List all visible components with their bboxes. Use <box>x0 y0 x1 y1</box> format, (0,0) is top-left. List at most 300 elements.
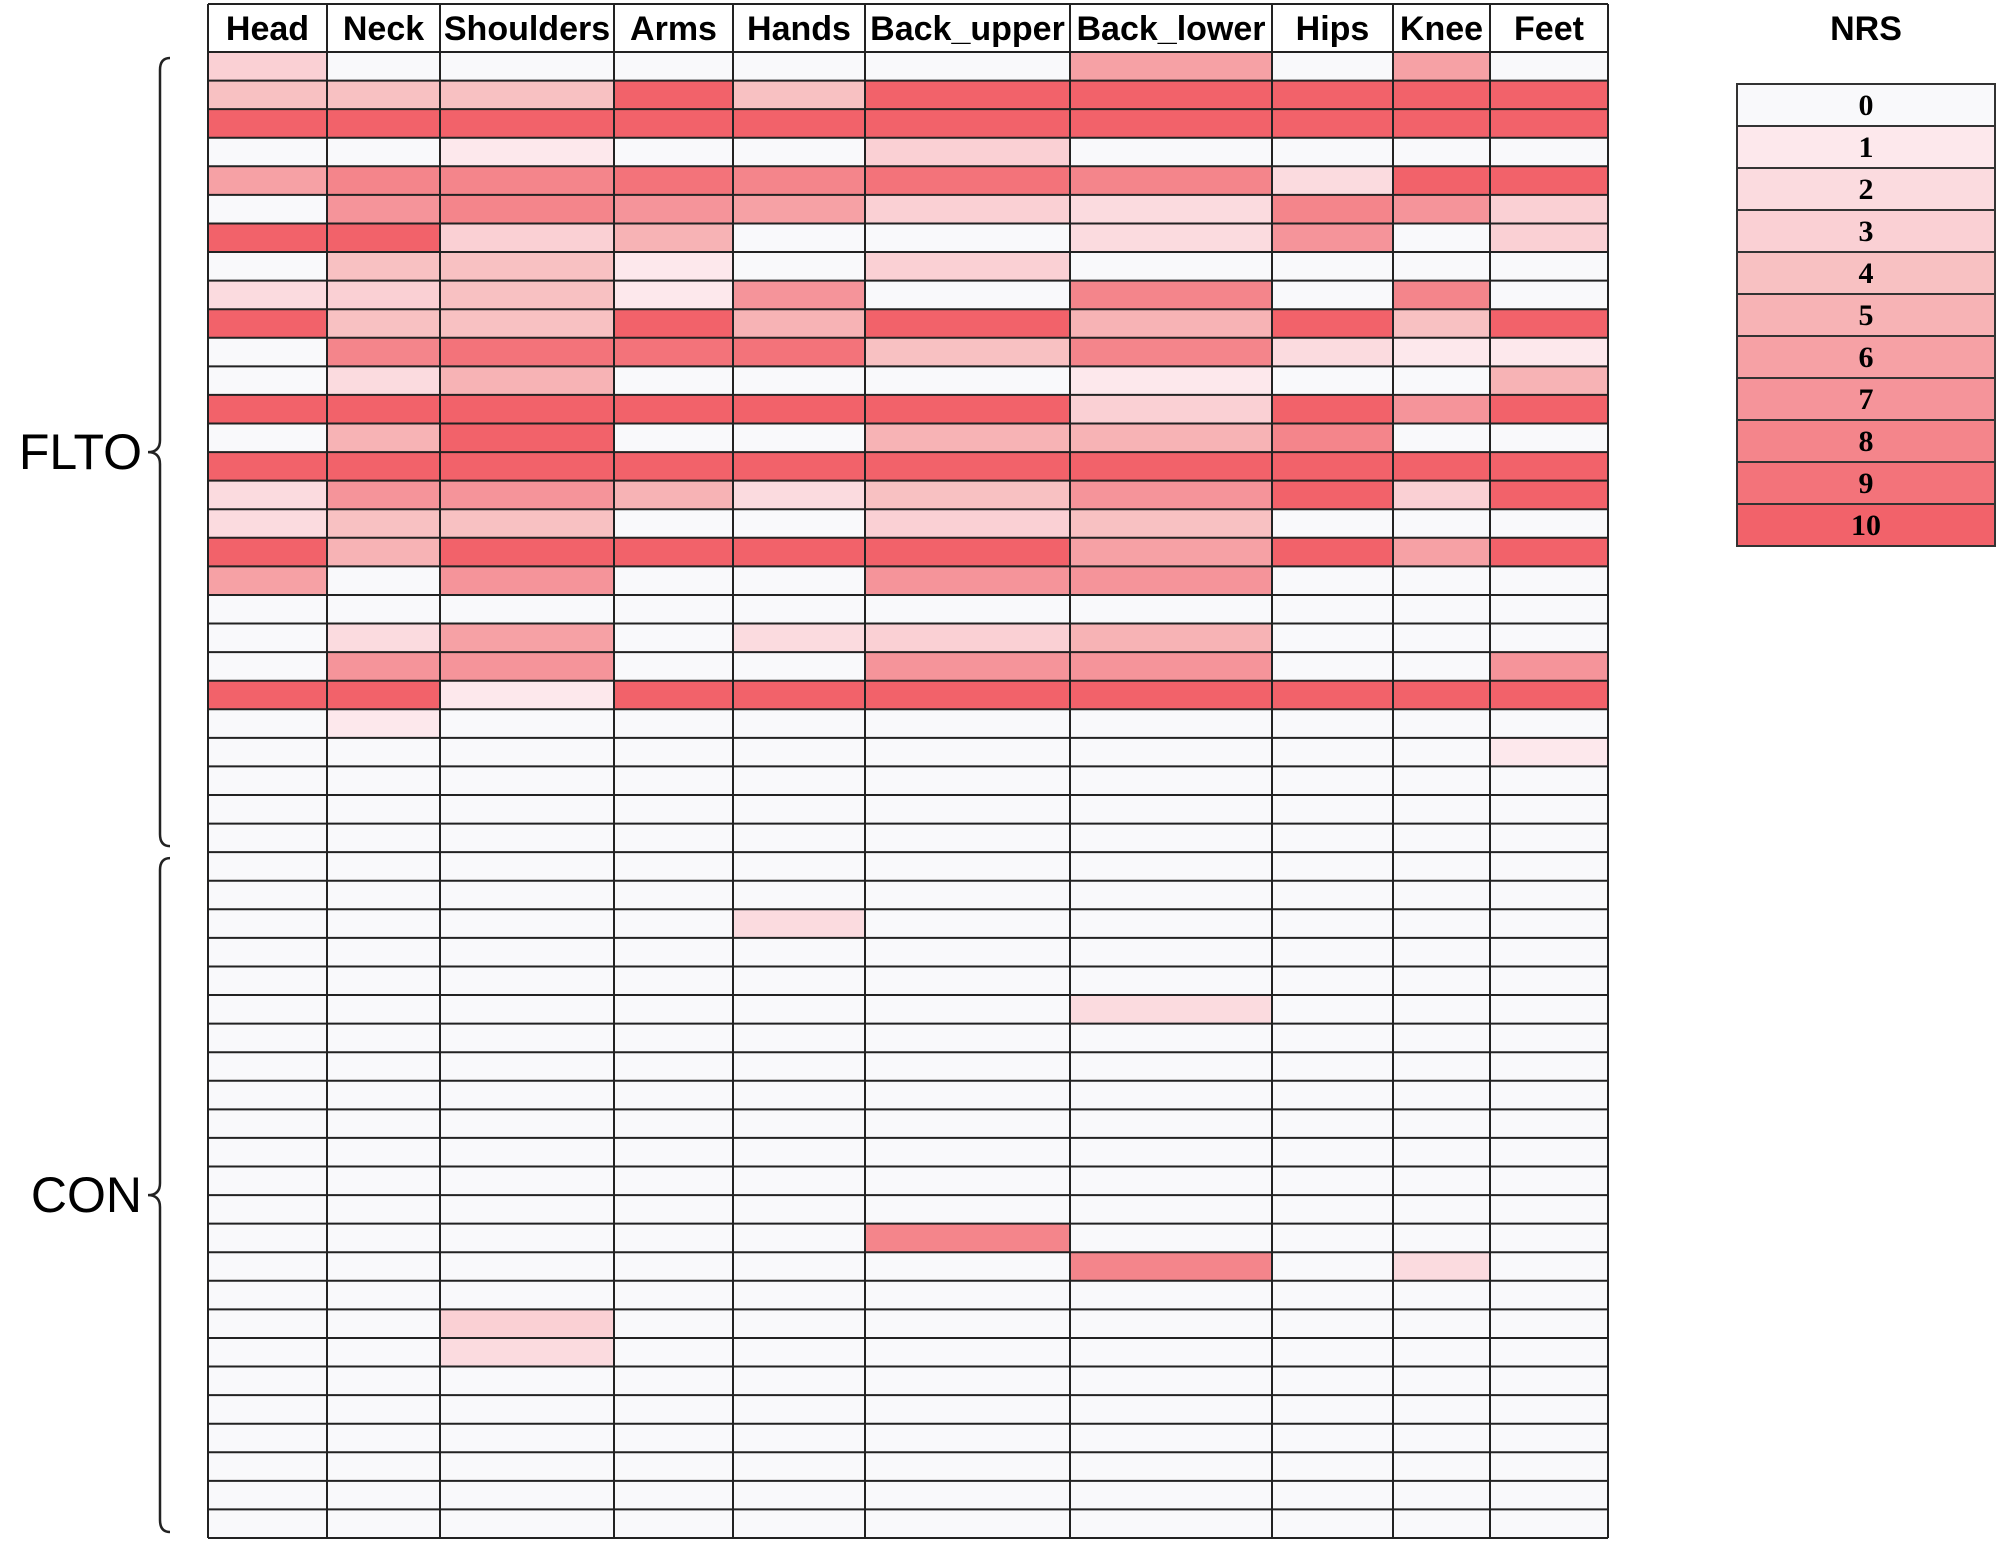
heatmap-cell <box>1272 652 1393 681</box>
heatmap-cell <box>1272 338 1393 367</box>
column-label: Arms <box>630 10 717 48</box>
heatmap-cell <box>440 1509 614 1538</box>
heatmap-cell <box>208 1024 327 1053</box>
heatmap-cell <box>733 1424 865 1453</box>
heatmap-cell <box>1490 366 1608 395</box>
heatmap-cell <box>1070 1367 1272 1396</box>
heatmap-cell <box>865 1024 1070 1053</box>
heatmap-cell <box>1272 738 1393 767</box>
heatmap-cell <box>327 195 440 224</box>
heatmap-cell <box>733 709 865 738</box>
heatmap-cell <box>733 1509 865 1538</box>
heatmap-cell <box>440 1338 614 1367</box>
heatmap-cell <box>614 1052 733 1081</box>
heatmap-cell <box>733 166 865 195</box>
heatmap-cell <box>327 1309 440 1338</box>
heatmap-cell <box>440 223 614 252</box>
heatmap-cell <box>614 166 733 195</box>
heatmap-cell <box>440 109 614 138</box>
heatmap-cell <box>327 509 440 538</box>
heatmap-cell <box>1490 738 1608 767</box>
heatmap-cell <box>1070 424 1272 453</box>
heatmap-cell <box>865 1509 1070 1538</box>
heatmap-cell <box>208 81 327 110</box>
heatmap-cell <box>1070 824 1272 853</box>
heatmap-cell <box>440 995 614 1024</box>
heatmap-cell <box>865 909 1070 938</box>
heatmap-cell <box>1393 1309 1490 1338</box>
heatmap-cell <box>327 138 440 167</box>
heatmap-cell <box>208 52 327 81</box>
heatmap-cell <box>733 509 865 538</box>
heatmap-cell <box>865 1367 1070 1396</box>
heatmap-cell <box>1393 509 1490 538</box>
heatmap-cell <box>614 1081 733 1110</box>
heatmap-cell <box>614 1481 733 1510</box>
heatmap-cell <box>1272 481 1393 510</box>
legend-label: 7 <box>1858 383 1874 416</box>
heatmap-cell <box>1070 738 1272 767</box>
heatmap-cell <box>733 681 865 710</box>
heatmap-cell <box>208 909 327 938</box>
heatmap-cell <box>1070 52 1272 81</box>
heatmap-cell <box>865 395 1070 424</box>
heatmap-cell <box>208 195 327 224</box>
heatmap-cell <box>614 1224 733 1253</box>
heatmap-cell <box>1490 509 1608 538</box>
heatmap-cell <box>440 281 614 310</box>
heatmap-cell <box>327 909 440 938</box>
heatmap-cell <box>1393 652 1490 681</box>
heatmap-cell <box>1393 281 1490 310</box>
heatmap-cell <box>440 1452 614 1481</box>
heatmap-cell <box>1393 252 1490 281</box>
heatmap-cell <box>733 652 865 681</box>
heatmap-cell <box>1490 795 1608 824</box>
heatmap-cell <box>1393 1509 1490 1538</box>
heatmap-cell <box>208 281 327 310</box>
heatmap-cell <box>208 1281 327 1310</box>
heatmap-cell <box>1272 1281 1393 1310</box>
heatmap-cell <box>1490 1224 1608 1253</box>
heatmap-cell <box>208 395 327 424</box>
heatmap-cell <box>733 824 865 853</box>
heatmap-cell <box>614 1424 733 1453</box>
heatmap-cell <box>733 1138 865 1167</box>
heatmap-cell <box>865 366 1070 395</box>
heatmap-cell <box>1272 1309 1393 1338</box>
heatmap-cell <box>865 1109 1070 1138</box>
heatmap-cell <box>1070 366 1272 395</box>
heatmap-cell <box>208 1252 327 1281</box>
legend-label: 4 <box>1858 257 1874 290</box>
column-label: Knee <box>1399 10 1484 48</box>
heatmap-cell <box>1272 1395 1393 1424</box>
heatmap-cell <box>1393 909 1490 938</box>
heatmap-cell <box>865 1395 1070 1424</box>
heatmap-cell <box>208 109 327 138</box>
heatmap-cell <box>865 881 1070 910</box>
heatmap-cell <box>1393 1281 1490 1310</box>
heatmap-cell <box>1490 1138 1608 1167</box>
heatmap-cell <box>1272 1138 1393 1167</box>
heatmap-cell <box>1070 995 1272 1024</box>
heatmap-cell <box>208 738 327 767</box>
heatmap-cell <box>1070 766 1272 795</box>
heatmap-cell <box>865 652 1070 681</box>
group-brace <box>148 858 170 1532</box>
heatmap-cell <box>208 681 327 710</box>
heatmap-cell <box>865 338 1070 367</box>
heatmap-cell <box>865 81 1070 110</box>
heatmap-cell <box>208 566 327 595</box>
heatmap-cell <box>208 1338 327 1367</box>
heatmap-cell <box>733 1452 865 1481</box>
heatmap-cell <box>733 481 865 510</box>
heatmap-cell <box>208 538 327 567</box>
heatmap-cell <box>865 1052 1070 1081</box>
heatmap-cell <box>1272 281 1393 310</box>
heatmap-cell <box>1393 595 1490 624</box>
heatmap-cell <box>327 1109 440 1138</box>
heatmap-cell <box>614 509 733 538</box>
heatmap-cell <box>865 766 1070 795</box>
heatmap-cell <box>733 366 865 395</box>
heatmap-cell <box>208 338 327 367</box>
heatmap-cell <box>1490 538 1608 567</box>
heatmap-cell <box>327 1452 440 1481</box>
heatmap-cell <box>440 881 614 910</box>
heatmap-cell <box>208 1195 327 1224</box>
heatmap-cell <box>1490 395 1608 424</box>
heatmap-cell <box>865 538 1070 567</box>
heatmap-cell <box>614 852 733 881</box>
heatmap-cell <box>440 1109 614 1138</box>
legend-label: 3 <box>1858 215 1874 248</box>
heatmap-cell <box>1490 938 1608 967</box>
heatmap-cell <box>440 166 614 195</box>
heatmap-cell <box>1070 166 1272 195</box>
heatmap-cell <box>614 1509 733 1538</box>
heatmap-cell <box>865 481 1070 510</box>
heatmap-cell <box>733 624 865 653</box>
heatmap-cell <box>1070 709 1272 738</box>
heatmap-cell <box>614 824 733 853</box>
heatmap-cell <box>733 1281 865 1310</box>
heatmap-cell <box>440 1195 614 1224</box>
heatmap-cell <box>1272 966 1393 995</box>
heatmap-cell <box>327 1081 440 1110</box>
heatmap-cell <box>733 1195 865 1224</box>
heatmap-cell <box>208 795 327 824</box>
heatmap-cell <box>1070 938 1272 967</box>
heatmap-cell <box>733 1367 865 1396</box>
heatmap-cell <box>208 652 327 681</box>
heatmap-cell <box>327 395 440 424</box>
heatmap-cell <box>208 452 327 481</box>
column-label: Feet <box>1514 10 1584 48</box>
heatmap-cell <box>1490 109 1608 138</box>
heatmap-cell <box>1070 681 1272 710</box>
heatmap-cell <box>1490 1452 1608 1481</box>
heatmap-cell <box>327 166 440 195</box>
heatmap-cell <box>865 1309 1070 1338</box>
heatmap-cell <box>1393 1167 1490 1196</box>
heatmap-cell <box>614 995 733 1024</box>
heatmap-cell <box>614 909 733 938</box>
heatmap-cell <box>733 1081 865 1110</box>
heatmap-cell <box>440 852 614 881</box>
heatmap-cell <box>208 966 327 995</box>
heatmap-cell <box>1393 138 1490 167</box>
heatmap-cell <box>614 624 733 653</box>
heatmap-cell <box>733 1252 865 1281</box>
heatmap-cell <box>208 223 327 252</box>
heatmap-cell <box>1490 1309 1608 1338</box>
heatmap-cell <box>733 766 865 795</box>
heatmap-cell <box>1070 481 1272 510</box>
heatmap-cell <box>327 281 440 310</box>
heatmap-cell <box>1272 1509 1393 1538</box>
heatmap-cell <box>733 938 865 967</box>
heatmap-cell <box>1393 966 1490 995</box>
heatmap-cell <box>1490 966 1608 995</box>
heatmap-cell <box>1272 1452 1393 1481</box>
heatmap-cell <box>865 966 1070 995</box>
heatmap-cell <box>440 1424 614 1453</box>
heatmap-cell <box>1070 1395 1272 1424</box>
heatmap-cell <box>1393 1081 1490 1110</box>
heatmap-cell <box>1490 1509 1608 1538</box>
heatmap-cell <box>1393 1052 1490 1081</box>
heatmap-cell <box>1272 81 1393 110</box>
heatmap-cell <box>1490 223 1608 252</box>
heatmap-cell <box>865 1281 1070 1310</box>
heatmap-cell <box>1070 881 1272 910</box>
heatmap-cell <box>733 252 865 281</box>
heatmap-cell <box>440 766 614 795</box>
heatmap-cell <box>865 1424 1070 1453</box>
heatmap-cell <box>1393 995 1490 1024</box>
heatmap-cell <box>1490 909 1608 938</box>
heatmap-cell <box>440 1395 614 1424</box>
heatmap-cell <box>1393 1195 1490 1224</box>
heatmap-cell <box>1490 1109 1608 1138</box>
heatmap-cell <box>614 652 733 681</box>
heatmap-cell <box>614 709 733 738</box>
heatmap-cell <box>1272 252 1393 281</box>
heatmap-cell <box>1070 338 1272 367</box>
heatmap-cell <box>327 1424 440 1453</box>
heatmap-cell <box>1393 709 1490 738</box>
heatmap-cell <box>614 881 733 910</box>
heatmap-cell <box>1490 195 1608 224</box>
heatmap-cell <box>865 1138 1070 1167</box>
heatmap-cell <box>208 995 327 1024</box>
heatmap-cell <box>440 595 614 624</box>
heatmap-cell <box>1272 195 1393 224</box>
heatmap-cell <box>440 1281 614 1310</box>
heatmap-cell <box>440 252 614 281</box>
heatmap-cell <box>1490 481 1608 510</box>
heatmap-cell <box>327 1338 440 1367</box>
heatmap-cell <box>208 1367 327 1396</box>
heatmap-cell <box>733 995 865 1024</box>
heatmap-cell <box>1490 1024 1608 1053</box>
heatmap-cell <box>733 452 865 481</box>
heatmap-cell <box>733 738 865 767</box>
heatmap-cell <box>208 1309 327 1338</box>
heatmap-cell <box>1272 795 1393 824</box>
heatmap-cell <box>1490 52 1608 81</box>
heatmap-cell <box>865 738 1070 767</box>
heatmap-cell <box>1393 481 1490 510</box>
legend-label: 1 <box>1858 131 1874 164</box>
heatmap-cell <box>1393 1424 1490 1453</box>
heatmap-cell <box>208 709 327 738</box>
heatmap-cell <box>1070 223 1272 252</box>
heatmap-cell <box>1070 1052 1272 1081</box>
heatmap-cell <box>614 195 733 224</box>
heatmap-cell <box>1272 109 1393 138</box>
heatmap-cell <box>327 966 440 995</box>
heatmap-cell <box>1070 1195 1272 1224</box>
heatmap-cell <box>1393 166 1490 195</box>
heatmap-cell <box>1070 281 1272 310</box>
heatmap-cell <box>614 1367 733 1396</box>
heatmap-cell <box>440 709 614 738</box>
heatmap-cell <box>1272 881 1393 910</box>
heatmap-cell <box>1393 1024 1490 1053</box>
heatmap-cell <box>1393 338 1490 367</box>
group-label: CON <box>30 1167 142 1224</box>
heatmap-cell <box>327 1138 440 1167</box>
heatmap-cell <box>733 1338 865 1367</box>
heatmap-cell <box>865 852 1070 881</box>
heatmap-cell <box>614 538 733 567</box>
heatmap-cell <box>1272 1338 1393 1367</box>
heatmap-cell <box>1490 995 1608 1024</box>
heatmap-cell <box>733 795 865 824</box>
heatmap-cell <box>327 566 440 595</box>
heatmap-cell <box>733 1309 865 1338</box>
heatmap-cell <box>440 652 614 681</box>
heatmap-cell <box>865 709 1070 738</box>
heatmap-cell <box>733 195 865 224</box>
heatmap-cell <box>733 1109 865 1138</box>
heatmap-cell <box>614 138 733 167</box>
heatmap-cell <box>865 509 1070 538</box>
heatmap-cell <box>733 1024 865 1053</box>
heatmap-cell <box>614 109 733 138</box>
heatmap-cell <box>1393 1224 1490 1253</box>
heatmap-cell <box>865 452 1070 481</box>
heatmap-cell <box>1393 566 1490 595</box>
heatmap-cell <box>327 481 440 510</box>
heatmap-cell <box>1070 1138 1272 1167</box>
heatmap-cell <box>865 566 1070 595</box>
heatmap-cell <box>1272 1224 1393 1253</box>
heatmap-cell <box>1393 424 1490 453</box>
heatmap-cell <box>327 1367 440 1396</box>
heatmap-cell <box>1490 824 1608 853</box>
heatmap-cell <box>1490 624 1608 653</box>
heatmap-cell <box>614 1024 733 1053</box>
heatmap-cell <box>1272 624 1393 653</box>
heatmap-cell <box>865 252 1070 281</box>
heatmap-cell <box>327 109 440 138</box>
heatmap-cell <box>440 909 614 938</box>
heatmap-cell <box>440 1224 614 1253</box>
heatmap-cell <box>208 1395 327 1424</box>
heatmap-cell <box>1393 223 1490 252</box>
heatmap-cell <box>1490 166 1608 195</box>
heatmap-cell <box>440 424 614 453</box>
heatmap-cell <box>614 52 733 81</box>
heatmap-cell <box>1272 1195 1393 1224</box>
heatmap-cell <box>327 652 440 681</box>
heatmap-cell <box>440 938 614 967</box>
heatmap-cell <box>1272 909 1393 938</box>
heatmap-cell <box>865 281 1070 310</box>
heatmap-cell <box>614 1452 733 1481</box>
heatmap-cell <box>1393 395 1490 424</box>
heatmap-cell <box>1393 1252 1490 1281</box>
heatmap-cell <box>1490 652 1608 681</box>
heatmap-cell <box>865 424 1070 453</box>
heatmap-cell <box>327 881 440 910</box>
heatmap-cell <box>440 1367 614 1396</box>
heatmap-cell <box>614 681 733 710</box>
legend-label: 5 <box>1858 299 1874 332</box>
heatmap-cell <box>733 1167 865 1196</box>
heatmap-cell <box>327 852 440 881</box>
heatmap-cell <box>733 309 865 338</box>
heatmap-cell <box>440 1138 614 1167</box>
legend-label: 9 <box>1858 467 1874 500</box>
heatmap-cell <box>1393 538 1490 567</box>
heatmap-cell <box>1490 309 1608 338</box>
heatmap-cell <box>614 281 733 310</box>
heatmap-cell <box>1393 1338 1490 1367</box>
heatmap-cell <box>1070 1424 1272 1453</box>
heatmap-cell <box>440 538 614 567</box>
heatmap-cell <box>614 1281 733 1310</box>
heatmap-cell <box>327 824 440 853</box>
heatmap-cell <box>1070 909 1272 938</box>
heatmap-cell <box>865 824 1070 853</box>
heatmap-cell <box>1070 652 1272 681</box>
heatmap-cell <box>733 52 865 81</box>
heatmap-cell <box>1070 566 1272 595</box>
heatmap-cell <box>614 1138 733 1167</box>
heatmap-cell <box>1070 1309 1272 1338</box>
heatmap-cell <box>1070 138 1272 167</box>
heatmap-cell <box>208 138 327 167</box>
heatmap-cell <box>865 681 1070 710</box>
heatmap-cell <box>614 81 733 110</box>
heatmap-cell <box>1490 595 1608 624</box>
heatmap-cell <box>733 538 865 567</box>
heatmap-cell <box>1393 1452 1490 1481</box>
group-brace <box>148 58 170 846</box>
heatmap-cell <box>733 852 865 881</box>
heatmap-cell <box>1490 1081 1608 1110</box>
heatmap-cell <box>327 52 440 81</box>
heatmap-cell <box>865 1167 1070 1196</box>
heatmap-cell <box>733 109 865 138</box>
heatmap-cell <box>865 795 1070 824</box>
